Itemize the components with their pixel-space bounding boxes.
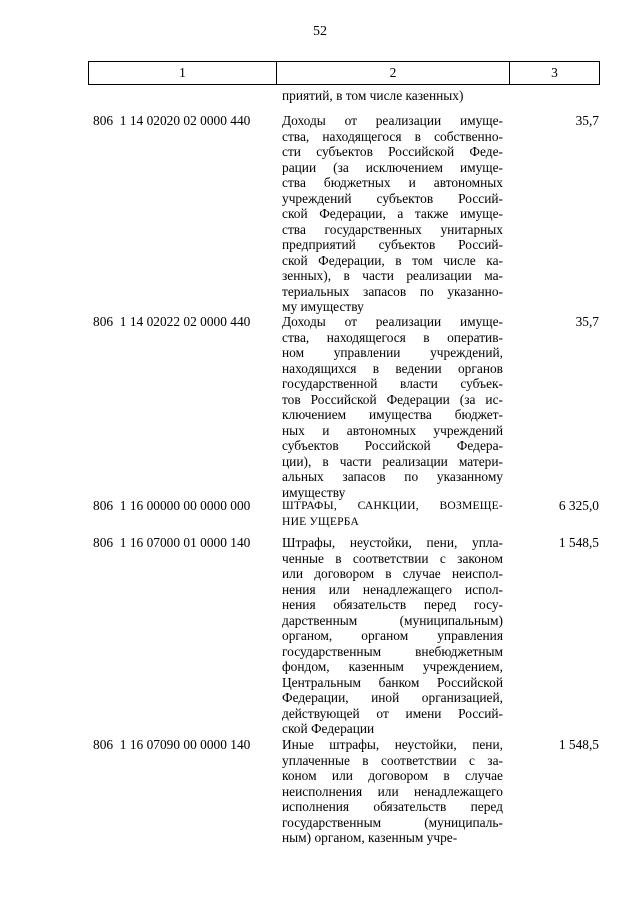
description-line: НИЕ УЩЕРБА bbox=[282, 514, 360, 528]
description-line: предприятий субъектов Россий- bbox=[282, 237, 503, 252]
description-line: органом, органом управления bbox=[282, 628, 503, 643]
description-line: неисполнения или ненадлежащего bbox=[282, 783, 503, 799]
description-line: тов Российской Федерации (за ис- bbox=[282, 391, 503, 407]
description-line: ства бюджетных и автономных bbox=[282, 175, 503, 190]
income-description bbox=[282, 314, 503, 500]
description-line: ных и автономных учреждений bbox=[282, 422, 503, 438]
income-description bbox=[282, 737, 503, 846]
description-line: субъектов Российской Федера- bbox=[282, 438, 503, 453]
column-header-3: 3 bbox=[510, 62, 600, 85]
description-line: ключением имущества бюджет- bbox=[282, 407, 503, 422]
income-description bbox=[282, 113, 503, 315]
income-description bbox=[282, 498, 503, 529]
description-line: Доходы от реализации имуще- bbox=[282, 314, 503, 329]
description-line: государственной власти субъек- bbox=[282, 376, 503, 391]
column-header-1: 1 bbox=[89, 62, 277, 85]
description-line: коном или договором в случае bbox=[282, 768, 503, 783]
description-line: дарственным (муниципальным) bbox=[282, 612, 503, 628]
description-line: ской Федерации bbox=[282, 721, 375, 736]
page-number: 52 bbox=[313, 24, 327, 39]
budget-code: 806 1 14 02022 02 0000 440 bbox=[93, 314, 251, 329]
amount-value: 6 325,0 bbox=[558, 498, 599, 513]
description-line: Федерации, иной организацией, bbox=[282, 690, 503, 705]
description-line: Штрафы, неустойки, пени, упла- bbox=[282, 535, 503, 550]
budget-code: 806 1 16 00000 00 0000 000 bbox=[93, 498, 251, 513]
description-line: действующей от имени Россий- bbox=[282, 705, 503, 721]
description-line: или договором в случае неиспол- bbox=[282, 566, 503, 581]
amount-value: 35,7 bbox=[575, 314, 599, 329]
column-header-2: 2 bbox=[277, 62, 510, 85]
column-header-table bbox=[88, 61, 600, 85]
description-line: рации (за исключением имуще- bbox=[282, 159, 503, 175]
description-line: сти субъектов Российской Феде- bbox=[282, 144, 503, 159]
amount-value: 1 548,5 bbox=[558, 535, 599, 550]
description-line: ской Федерации, в том числе ка- bbox=[282, 252, 503, 268]
description-line: ШТРАФЫ, САНКЦИИ, ВОЗМЕЩЕ- bbox=[282, 499, 503, 512]
description-line: имуществу bbox=[282, 484, 346, 500]
description-line: ства государственных унитарных bbox=[282, 221, 503, 237]
description-line: Иные штрафы, неустойки, пени, bbox=[282, 737, 503, 752]
description-line: нения или ненадлежащего испол- bbox=[282, 581, 503, 597]
description-line: зенных), в части реализации ма- bbox=[282, 268, 503, 283]
description-line: нения обязательств перед госу- bbox=[282, 597, 503, 612]
description-line: ным) органом, казенным учре- bbox=[282, 830, 458, 845]
amount-value: 1 548,5 bbox=[558, 737, 599, 752]
income-description bbox=[282, 535, 503, 737]
amount-value: 35,7 bbox=[575, 113, 599, 128]
description-line: Доходы от реализации имуще- bbox=[282, 113, 503, 128]
description-line: ства, находящегося в собственно- bbox=[282, 128, 503, 144]
description-line: ченные в соответствии с законом bbox=[282, 550, 503, 566]
budget-code: 806 1 16 07090 00 0000 140 bbox=[93, 737, 251, 752]
description-line: находящихся в ведении органов bbox=[282, 360, 503, 376]
budget-code: 806 1 16 07000 01 0000 140 bbox=[93, 535, 251, 550]
description-line: альных запасов по указанному bbox=[282, 469, 503, 484]
description-line: фондом, казенным учреждением, bbox=[282, 659, 503, 674]
description-line: териальных запасов по указанно- bbox=[282, 283, 503, 299]
description-line: му имуществу bbox=[282, 299, 364, 314]
description-line: ции), в части реализации матери- bbox=[282, 453, 503, 469]
description-line: государственным внебюджетным bbox=[282, 643, 503, 659]
description-line: ской Федерации, а также имуще- bbox=[282, 206, 503, 221]
budget-code: 806 1 14 02020 02 0000 440 bbox=[93, 113, 251, 128]
description-line: ном управлении учреждений, bbox=[282, 345, 503, 360]
description-line: ства, находящегося в оператив- bbox=[282, 329, 503, 345]
description-line: государственным (муниципаль- bbox=[282, 814, 503, 830]
continuation-text: приятий, в том числе казенных) bbox=[282, 88, 464, 103]
description-line: Центральным банком Российской bbox=[282, 674, 503, 690]
description-line: учреждений субъектов Россий- bbox=[282, 190, 503, 206]
description-line: уплаченные в соответствии с за- bbox=[282, 752, 503, 768]
description-line: исполнения обязательств перед bbox=[282, 799, 503, 814]
